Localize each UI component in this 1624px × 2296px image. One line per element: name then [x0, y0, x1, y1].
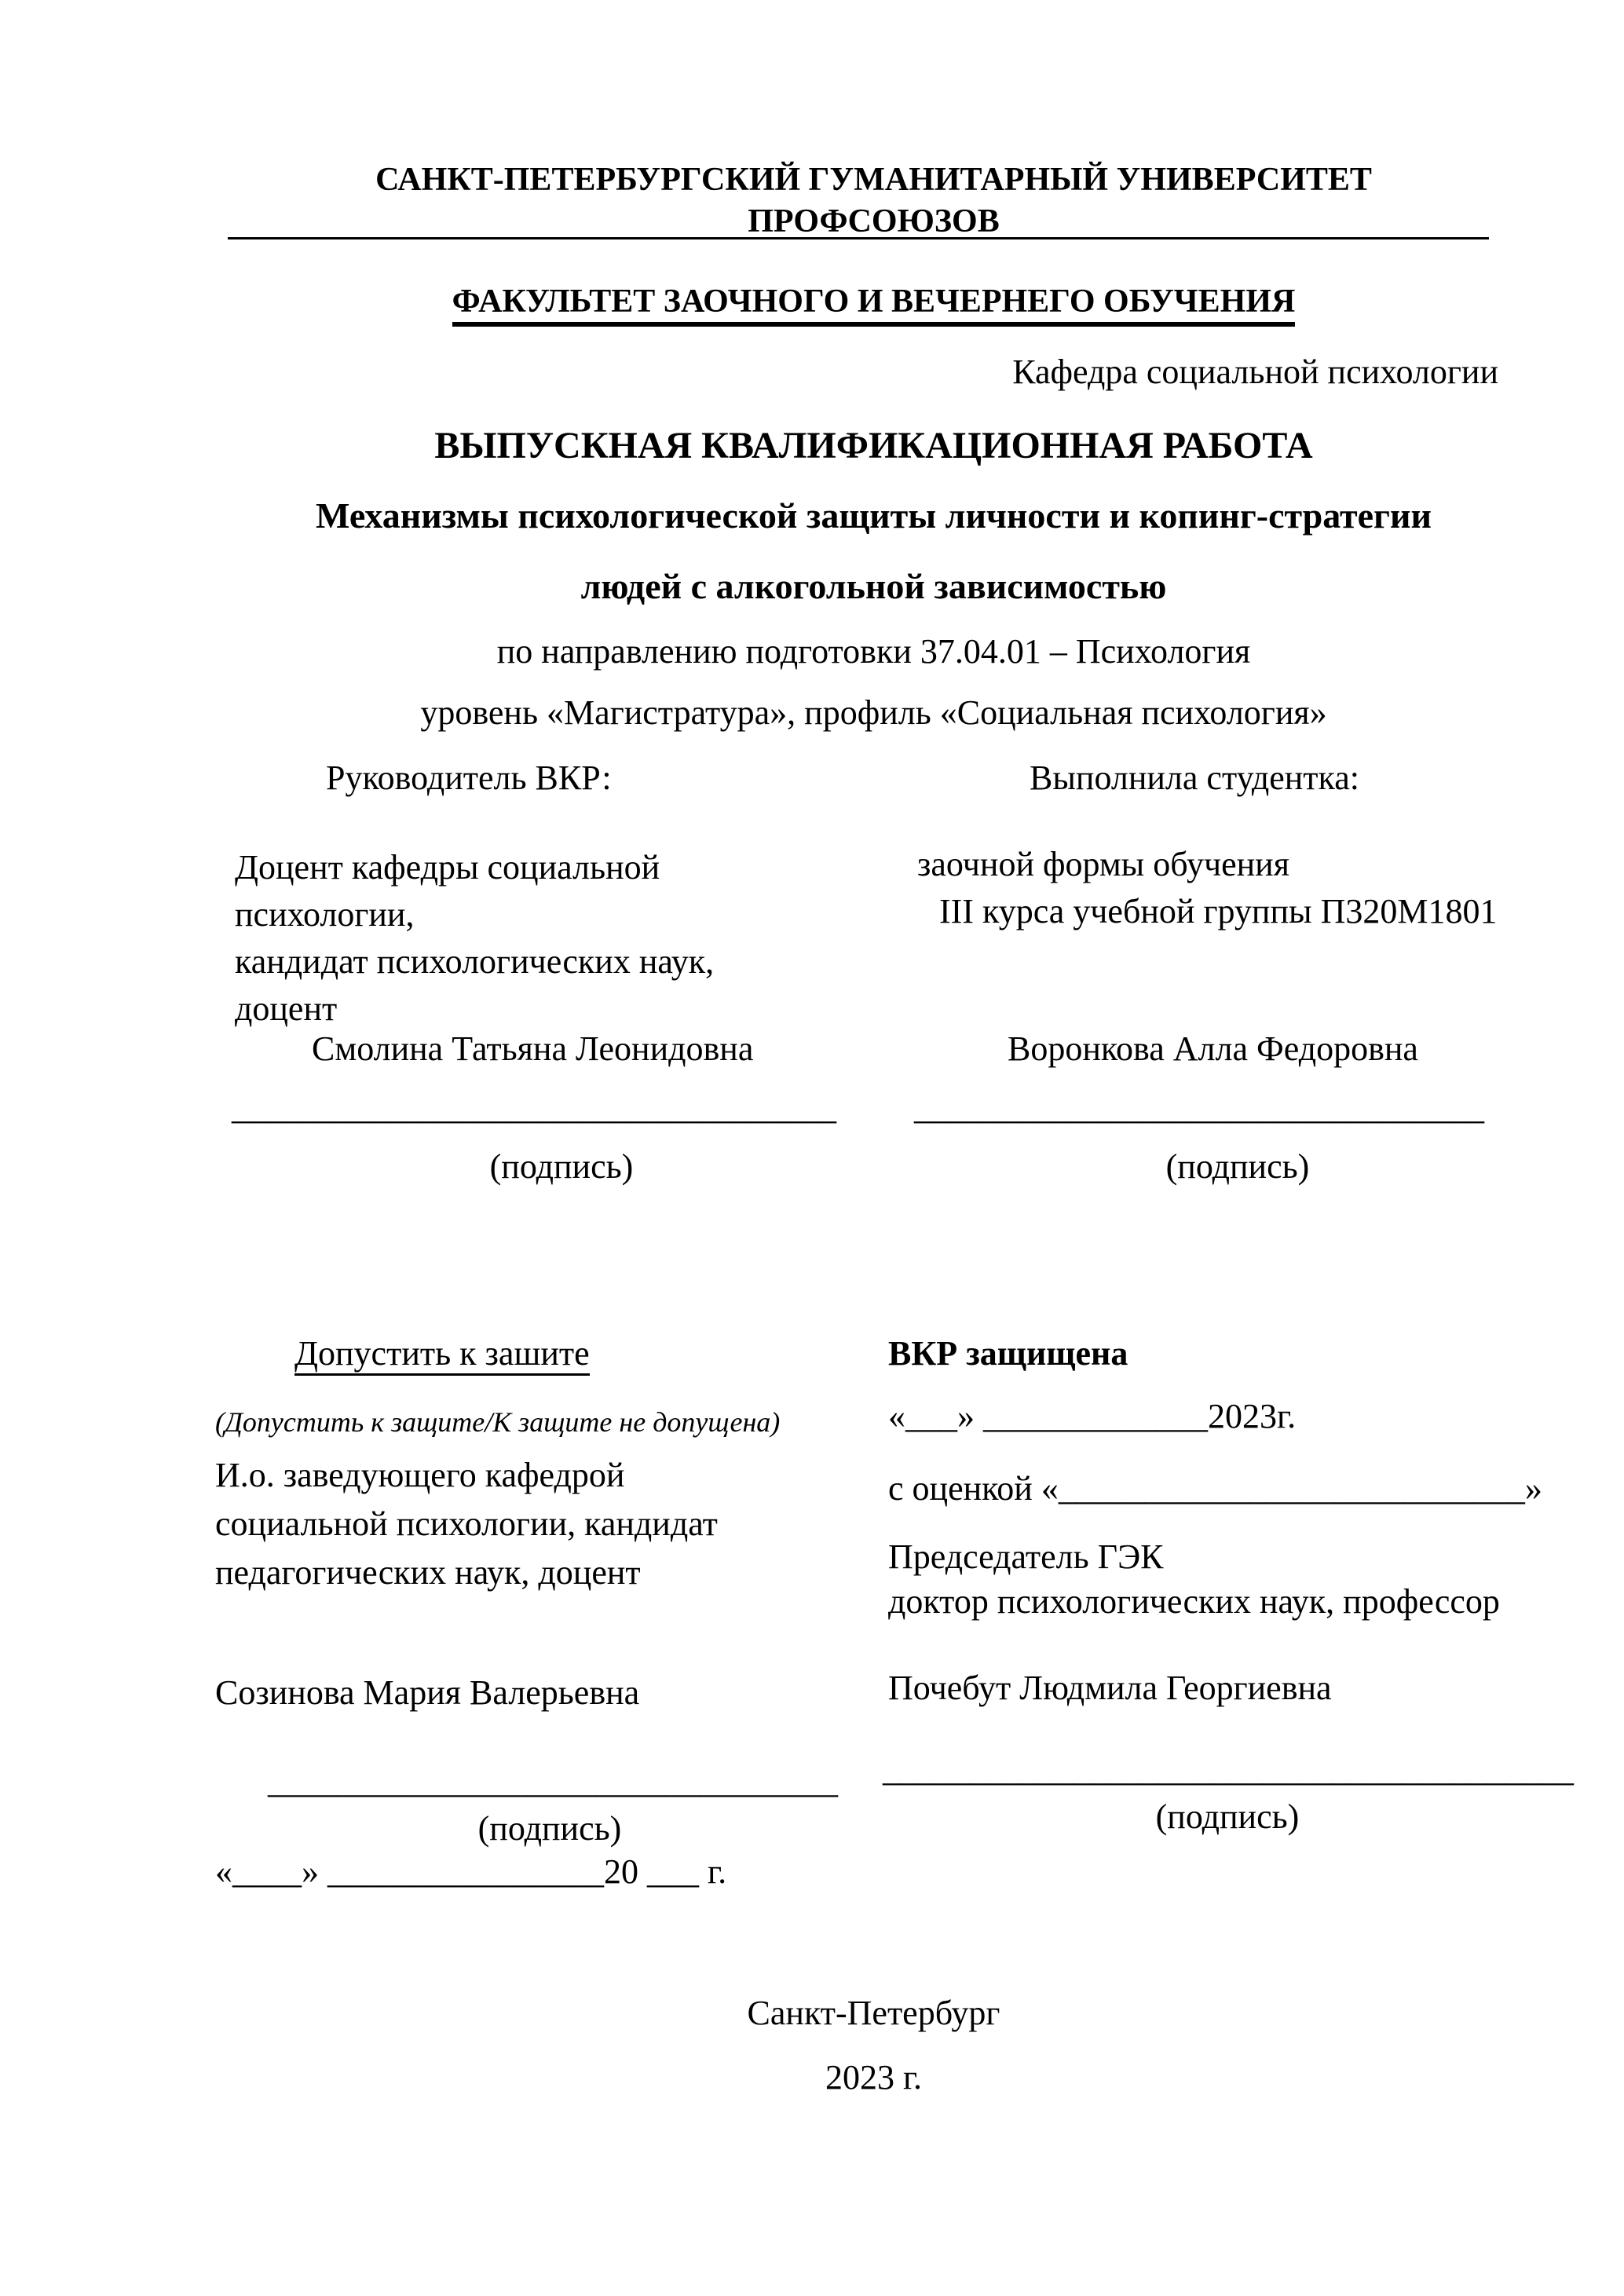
- header-separator-rule: [228, 237, 1489, 239]
- admission-name: Созинова Мария Валерьевна: [215, 1673, 640, 1712]
- defense-grade-line: с оценкой «___________________________»: [888, 1469, 1542, 1508]
- admission-position-line2: социальной психологии, кандидат: [215, 1504, 718, 1543]
- admission-signature-caption: (подпись): [477, 1809, 622, 1848]
- defense-chair-line2: доктор психологических наук, профессор: [888, 1582, 1500, 1621]
- program-line: по направлению подготовки 37.04.01 – Психология: [496, 632, 1251, 671]
- student-signature-line: _________________________________: [914, 1088, 1484, 1127]
- department-name: Кафедра социальной психологии: [1012, 353, 1498, 391]
- student-name: Воронкова Алла Федоровна: [1008, 1029, 1418, 1068]
- admission-note: (Допустить к защите/К защите не допущена): [215, 1406, 781, 1438]
- student-info-line2: III курса учебной группы П320М1801: [939, 892, 1498, 930]
- admission-date-line: «____» ________________20 ___ г.: [215, 1852, 727, 1891]
- supervisor-position-line2: психологии,: [235, 895, 415, 934]
- faculty-name: [228, 283, 1520, 320]
- supervisor-position-line3: кандидат психологических наук,: [235, 942, 715, 981]
- university-name-line1: САНКТ-ПЕТЕРБУРГСКИЙ ГУМАНИТАРНЫЙ УНИВЕРСИТЕТ: [375, 162, 1372, 198]
- supervisor-signature-caption: (подпись): [489, 1147, 634, 1186]
- work-type-heading: ВЫПУСКНАЯ КВАЛИФИКАЦИОННАЯ РАБОТА: [434, 425, 1313, 466]
- defense-chair-line1: Председатель ГЭК: [888, 1537, 1164, 1576]
- admission-heading: [294, 1333, 590, 1373]
- admission-heading-text: Допустить к зашите: [294, 1334, 590, 1376]
- footer-city: Санкт-Петербург: [747, 1994, 1000, 2032]
- supervisor-signature-line: ___________________________________: [232, 1088, 836, 1127]
- defense-signature-caption: (подпись): [1155, 1797, 1300, 1836]
- student-heading: Выполнила студентка:: [1030, 759, 1359, 797]
- supervisor-position: [235, 844, 714, 1033]
- student-signature-caption: (подпись): [1165, 1147, 1310, 1186]
- footer-year: 2023 г.: [825, 2058, 923, 2097]
- defense-name: Почебут Людмила Георгиевна: [888, 1669, 1332, 1707]
- defense-signature-line: ________________________________________: [883, 1750, 1574, 1789]
- admission-signature-line: _________________________________: [268, 1762, 838, 1801]
- level-profile-line: уровень «Магистратура», профиль «Социальная психология»: [420, 693, 1327, 732]
- supervisor-heading: Руководитель ВКР:: [326, 759, 612, 797]
- faculty-name-text: ФАКУЛЬТЕТ ЗАОЧНОГО И ВЕЧЕРНЕГО ОБУЧЕНИЯ: [452, 283, 1296, 327]
- university-name-line2: ПРОФСОЮЗОВ: [748, 203, 1000, 239]
- defense-chair: [888, 1534, 1500, 1624]
- thesis-title-line2: людей с алкогольной зависимостью: [580, 566, 1167, 606]
- supervisor-position-line1: Доцент кафедры социальной: [235, 848, 660, 887]
- student-info-line1: заочной формы обучения: [917, 845, 1289, 883]
- supervisor-position-line4: доцент: [235, 989, 338, 1028]
- defense-date-line: «___» _____________2023г.: [888, 1397, 1297, 1435]
- admission-position-line3: педагогических наук, доцент: [215, 1553, 641, 1592]
- admission-position-line1: И.о. заведующего кафедрой: [215, 1456, 625, 1494]
- admission-position: [215, 1451, 718, 1597]
- supervisor-name: Смолина Татьяна Леонидовна: [312, 1029, 754, 1068]
- defense-heading: ВКР защищена: [888, 1334, 1128, 1373]
- thesis-title-line1: Механизмы психологической защиты личности и копинг-стратегии: [316, 495, 1432, 536]
